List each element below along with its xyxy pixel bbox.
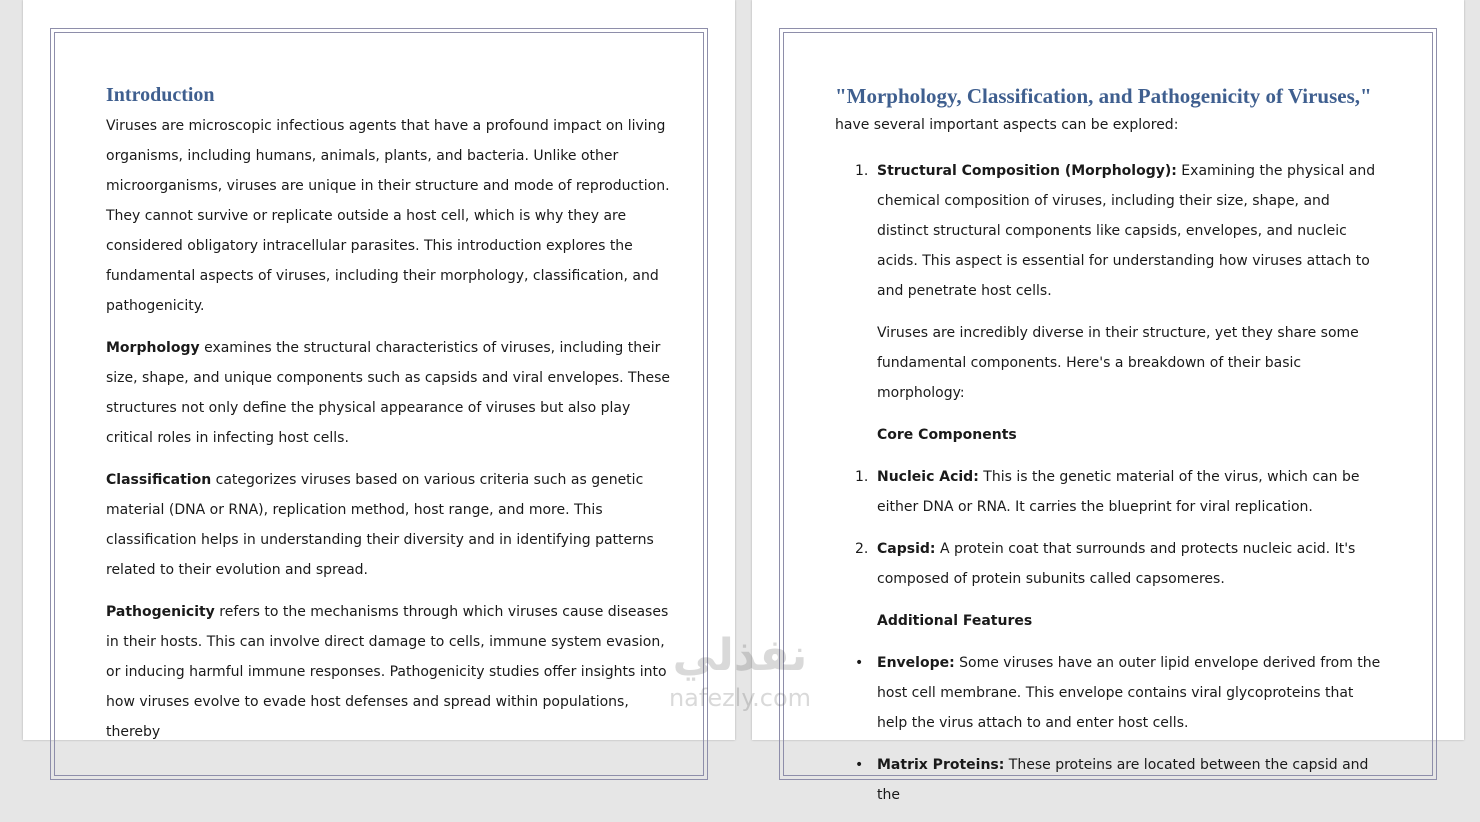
intro-paragraph: Viruses are microscopic infectious agents that have a profound impact on living organisms, including humans, animals, plants, and bacteria. Unlike other microorganisms, viruses are unique in their structure and mode of reproduction. They cannot survive or replicate outside a host cell, which is why they are considered obligatory intracellular parasites. This introduction explores the fundamental aspects of viruses, including their morphology, classification, and pathogenicity. — [106, 118, 670, 314]
classification-text: categorizes viruses based on various criteria such as genetic material (DNA or RNA), replication method, host range, and more. This classification helps in understanding their diversity and in identifying patterns related to their evolution and spread. — [106, 472, 654, 578]
list-number: 2. — [855, 541, 869, 557]
envelope-text: Some viruses have an outer lipid envelope derived from the host cell membrane. This envelope contains viral glycoproteins that help the virus attach to and enter host cells. — [877, 655, 1381, 731]
introduction-heading: Introduction — [106, 84, 215, 106]
matrix-proteins-term: Matrix Proteins: — [877, 757, 1005, 773]
matrix-proteins-text: These proteins are located between the capsid and the — [877, 757, 1369, 803]
nucleic-acid-text: This is the genetic material of the virus, which can be either DNA or RNA. It carries the blueprint for viral replication. — [877, 469, 1360, 515]
nucleic-acid-term: Nucleic Acid: — [877, 469, 979, 485]
numbered-list-item — [835, 462, 1385, 522]
core-components-heading: Core Components — [877, 427, 1017, 443]
bullet-list-item — [835, 648, 1385, 738]
morphology-paragraph — [106, 333, 672, 453]
structural-composition-term: Structural Composition (Morphology): — [877, 163, 1177, 179]
pathogenicity-text: refers to the mechanisms through which viruses cause diseases in their hosts. This can involve direct damage to cells, immune system evasion, or inducing harmful immune responses. Pathogenicity studies offer insights into how viruses evolve to evade host defenses and spread within populations, thereby — [106, 604, 669, 740]
title-subtitle: have several important aspects can be explored: — [835, 117, 1179, 133]
capsid-term: Capsid: — [877, 541, 936, 557]
document-title: "Morphology, Classification, and Pathogenicity of Viruses," — [835, 84, 1372, 108]
capsid-text: A protein coat that surrounds and protects nucleic acid. It's composed of protein subunits called capsomeres. — [877, 541, 1356, 587]
pathogenicity-term: Pathogenicity — [106, 604, 215, 620]
morphology-term: Morphology — [106, 340, 200, 356]
classification-paragraph — [106, 465, 672, 585]
page-content[interactable] — [835, 82, 1385, 822]
numbered-list-item — [835, 156, 1385, 306]
classification-term: Classification — [106, 472, 212, 488]
watermark-latin-text: nafezly.com — [668, 684, 812, 712]
bullet-icon: • — [855, 655, 864, 671]
additional-features-heading: Additional Features — [877, 613, 1033, 629]
morphology-text: examines the structural characteristics of viruses, including their size, shape, and unique components such as capsids and viral envelopes. These structures not only define the physical appearance of viruses but also play critical roles in infecting host cells. — [106, 340, 670, 446]
watermark-arabic-text: نفذلي — [672, 630, 808, 681]
bullet-list-item — [835, 750, 1385, 810]
document-page-right — [752, 0, 1464, 803]
structural-composition-text: Examining the physical and chemical composition of viruses, including their size, shape, and distinct structural components like capsids, envelopes, and nucleic acids. This aspect is essential for understanding how viruses attach to and penetrate host cells. — [877, 163, 1376, 299]
list-number: 1. — [855, 163, 869, 179]
envelope-term: Envelope: — [877, 655, 955, 671]
list-number: 1. — [855, 469, 869, 485]
pathogenicity-paragraph — [106, 597, 672, 747]
page-content[interactable] — [106, 82, 672, 759]
morphology-overview-paragraph: Viruses are incredibly diverse in their structure, yet they share some fundamental components. Here's a breakdown of their basic morphology: — [877, 325, 1359, 401]
numbered-list-item — [835, 534, 1385, 594]
bullet-icon: • — [855, 757, 864, 773]
document-page-left — [23, 0, 735, 740]
